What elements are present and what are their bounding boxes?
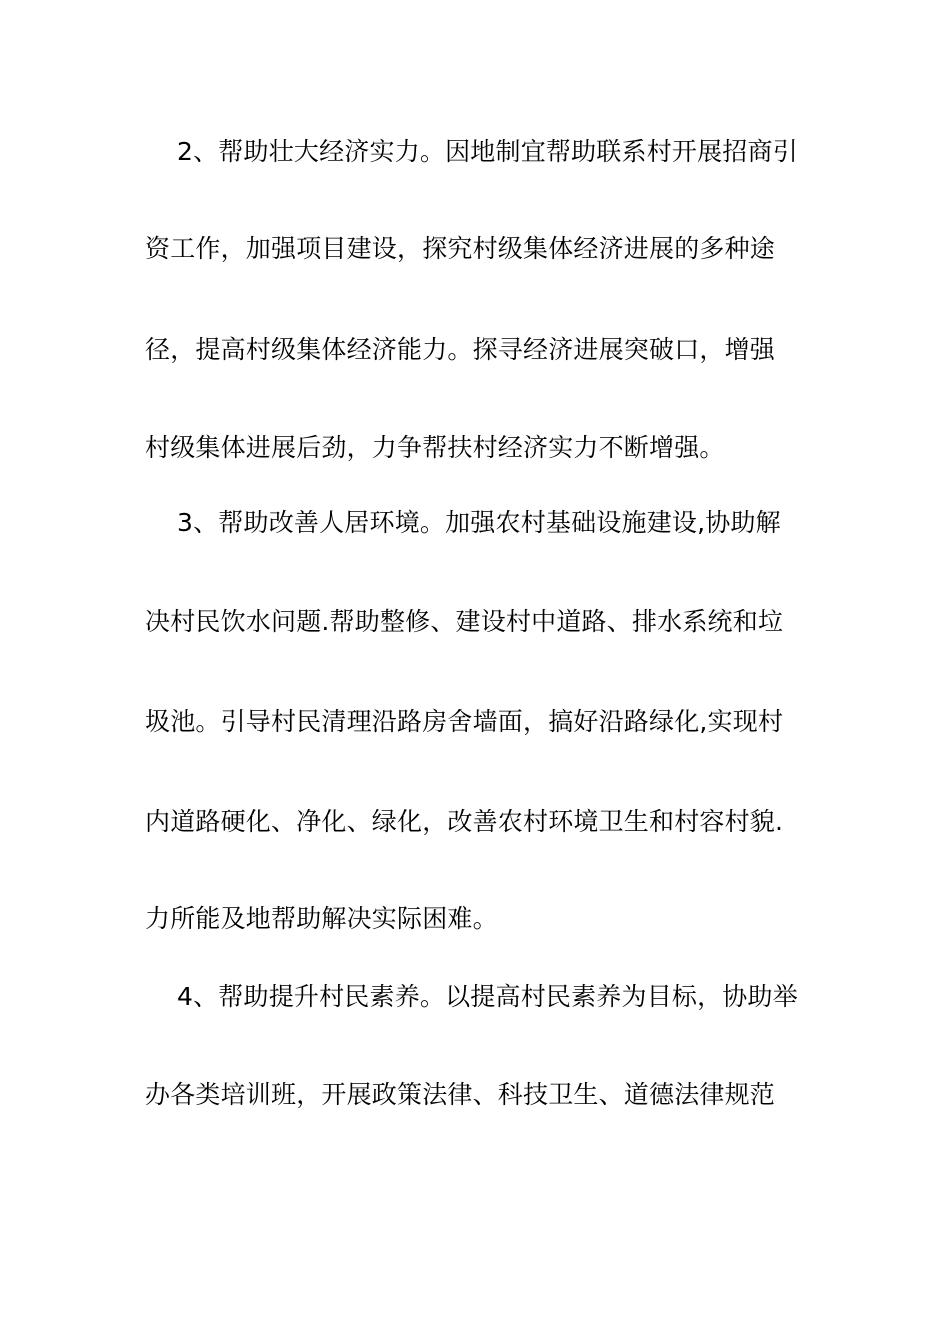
paragraph-4-line-1: 4、帮助提升村民素养。以提高村民素养为目标，协助举 bbox=[177, 982, 798, 1011]
paragraph-2-line-2: 资工作，加强项目建设，探究村级集体经济进展的多种途 bbox=[145, 234, 776, 263]
paragraph-3-line-1: 3、帮助改善人居环境。加强农村基础设施建设,协助解 bbox=[177, 508, 781, 537]
paragraph-3-line-5: 力所能及地帮助解决实际困难。 bbox=[145, 904, 498, 933]
paragraph-4-line-2: 办各类培训班，开展政策法律、科技卫生、道德法律规范 bbox=[145, 1080, 776, 1109]
paragraph-2-line-1: 2、帮助壮大经济实力。因地制宜帮助联系村开展招商引 bbox=[177, 137, 798, 166]
paragraph-2-line-4: 村级集体进展后劲，力争帮扶村经济实力不断增强。 bbox=[145, 433, 725, 462]
paragraph-3-line-3: 圾池。引导村民清理沿路房舍墙面，搞好沿路绿化,实现村 bbox=[145, 707, 784, 736]
paragraph-2-line-3: 径，提高村级集体经济能力。探寻经济进展突破口，增强 bbox=[145, 335, 776, 364]
paragraph-3-line-2: 决村民饮水问题.帮助整修、建设村中道路、排水系统和垃 bbox=[145, 607, 784, 636]
paragraph-3-line-4: 内道路硬化、净化、绿化，改善农村环境卫生和村容村貌. bbox=[145, 807, 784, 836]
